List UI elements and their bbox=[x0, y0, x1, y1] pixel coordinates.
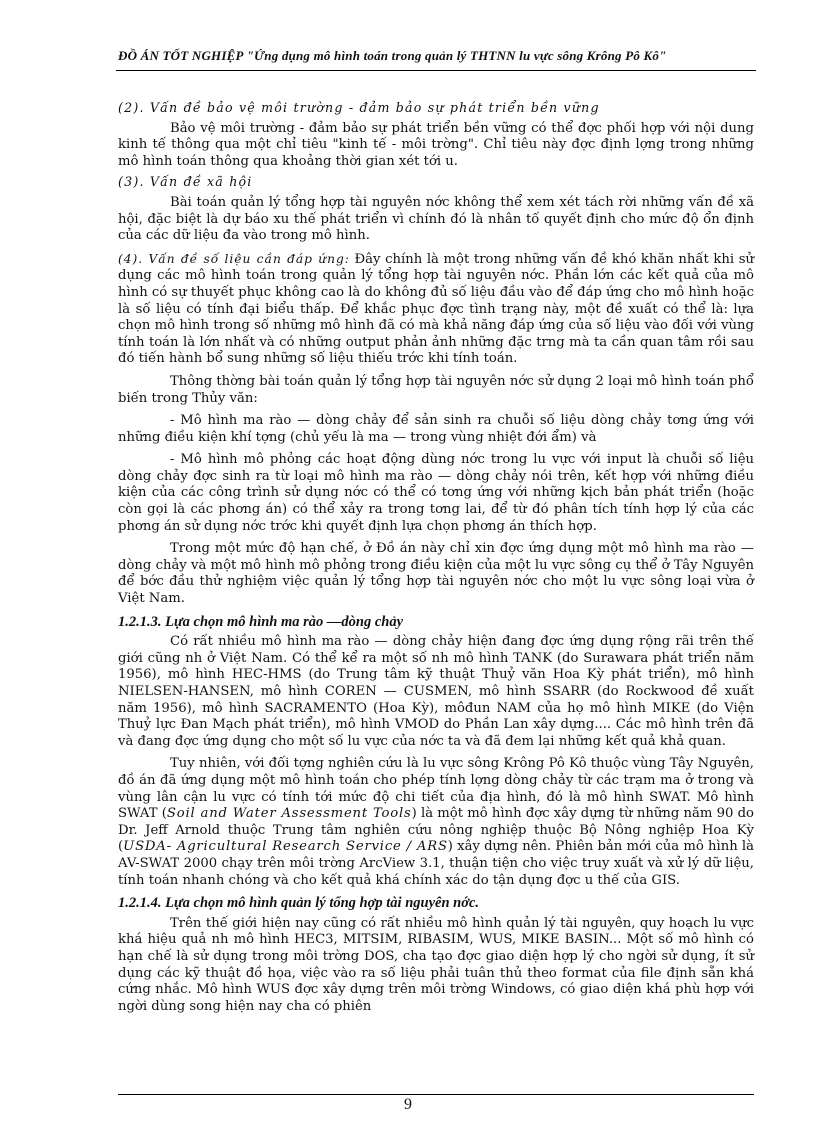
page-number: 9 bbox=[404, 1096, 412, 1113]
swat-fullname: Soil and Water Assessment Tools bbox=[166, 806, 412, 822]
data-requirements-text: Đây chính là một trong những vấn đề khó khăn nhất khi sử dụng các mô hình toán trong quản lý tổng hợp tài nguyên nớc. Phần lớn các kết quả của mô hình có sự thuyết phục không cao là do không đủ số liệu đầu vào để đáp ứng cho mô hình hoặc là số liệu có tính đại biểu thấp. Để khắc phục đợc tình trạng này, một đề xuất có thể là: lựa chọn mô hình trong số những mô hình đã có mà khả năng đáp ứng của số liệu vào đối với vùng tính toán là lớn nhất và có những output phản ảnh những đặc trng mà ta cần quan tâm rồi sau đó tiến hành bổ sung những số liệu thiếu trớc khi tính toán. bbox=[118, 251, 754, 367]
paragraph-common-models: Thông thờng bài toán quản lý tổng hợp tài nguyên nớc sử dụng 2 loại mô hình toán phổ biến trong Thủy văn: bbox=[118, 373, 754, 406]
paragraph-environment: Bảo vệ môi trường - đảm bảo sự phát triển bền vững có thể đợc phối hợp với nội dung kinh tế thông qua một chỉ tiêu "kinh tế - môi trờng". Chỉ tiêu này đợc định lợng trong những mô hình toán thông qua khoảng thời gian xét tới u. bbox=[118, 120, 754, 169]
paragraph-management-models: Trên thế giới hiện nay cũng có rất nhiều mô hình quản lý tài nguyên, quy hoạch lu vực khá hiệu quả nh mô hình HEC3, MITSIM, RIBASIM, WUS, MIKE BASIN... Một số mô hình có hạn chế là sử dụng trong môi trờng DOS, cha tạo đợc giao diện hợp lý cho ngời sử dụng, ít sử dụng các kỹ thuật đồ họa, việc vào ra số liệu phải tuân thủ theo format của file định sẵn khá cứng nhắc. Mô hình WUS đợc xây dựng trên môi trờng Windows, có giao diện khá phù hợp với ngời dùng song hiện nay cha có phiên bbox=[118, 915, 754, 1014]
paragraph-limited-scope: Trong một mức độ hạn chế, ở Đồ án này chỉ xin đợc ứng dụng một mô hình ma rào — dòng chảy và một mô hình mô phỏng trong điều kiện của một lu vực sông cụ thể ở Tây Nguyên để bớc đầu thử nghiệm việc quản lý tổng hợp tài nguyên nớc cho một lu vực sông loại vừa ở Việt Nam. bbox=[118, 541, 754, 607]
subheading-environment: (2). Vấn đề bảo vệ môi trường - đảm bảo sự phát triển bền vững bbox=[118, 100, 600, 115]
swat-text-2: ) là một mô hình đợc xây dựng từ những năm 90 do Dr. Jeff Arnold thuộc Trung tâm nghiên cứu nông nghiệp thuộc Bộ Nông nghiệp Hoa Kỳ ( bbox=[118, 806, 754, 855]
subheading-social: (3). Vấn đề xã hội bbox=[118, 174, 253, 190]
page-content bbox=[118, 96, 754, 1015]
usda-fullname: USDA- Agricultural Research Service / ARS bbox=[123, 839, 448, 855]
paragraph-social: Bài toán quản lý tổng hợp tài nguyên nớc không thể xem xét tách rời những vấn đề xã hội, đặc biệt là dự báo xu thế phát triển vì chính đó là nhân tố quyết định cho mức độ ổn định của các dữ liệu đa vào trong mô hình. bbox=[118, 194, 754, 244]
section-heading-1213: 1.2.1.3. Lựa chọn mô hình ma rào —dòng chảy bbox=[118, 613, 404, 630]
document-header: ĐỒ ÁN TỐT NGHIỆP "Ứng dụng mô hình toán trong quản lý THTNN lu vực sông Krông Pô Kô" bbox=[118, 48, 667, 63]
paragraph-model-simulation: - Mô hình mô phỏng các hoạt động dùng nớc trong lu vực với input là chuỗi số liệu dòng chảy đợc sinh ra từ loại mô hình ma rào — dòng chảy nói trên, kết hợp với những điều kiện của các công trình sử dụng nớc có thể có tơng ứng với những kịch bản phát triển (hoặc còn gọi là các phơng án) có thể xảy ra trong tơng lai, để từ đó phân tích tính hợp lý của các phơng án sử dụng nớc trớc khi quyết định lựa chọn phơng án thích hợp. bbox=[118, 452, 754, 534]
footer-divider bbox=[118, 1094, 754, 1095]
paragraph-model-rainfall: - Mô hình ma rào — dòng chảy để sản sinh ra chuỗi số liệu dòng chảy tơng ứng với những điều kiện khí tợng (chủ yếu là ma — trong vùng nhiệt đới ẩm) và bbox=[118, 413, 754, 445]
subheading-data-requirements: (4). Vấn đề số liệu cần đáp ứng: bbox=[118, 251, 350, 266]
paragraph-data-requirements bbox=[118, 251, 754, 368]
paragraph-swat bbox=[118, 756, 754, 889]
paragraph-rainfall-models: Có rất nhiều mô hình ma rào — dòng chảy hiện đang đợc ứng dụng rộng rãi trên thế giới cũng nh ở Việt Nam. Có thể kể ra một số nh mô hình TANK (do Surawara phát triển năm 1956), mô hình HEC-HMS (do Trung tâm kỹ thuật Thuỷ văn Hoa Kỳ phát triển), mô hình NIELSEN-HANSEN, mô hình COREN — CUSMEN, mô hình SSARR (do Rockwood đề xuất năm 1956), mô hình SACRAMENTO (Hoa Kỳ), môđun NAM của họ mô hình MIKE (do Viện Thuỷ lực Đan Mạch phát triển), mô hình VMOD do Phần Lan xây dựng.... Các mô hình trên đã và đang đợc ứng dụng cho một số lu vực của nớc ta và đã đem lại những kết quả khả quan. bbox=[118, 634, 754, 749]
swat-text-3: ) xây dựng nên. Phiên bản mới của mô hình là AV-SWAT 2000 chạy trên môi trờng ArcView 3.1, thuận tiện cho việc truy xuất và xử lý dữ liệu, tính toán nhanh chóng và cho kết quả khá chính xác do tận dụng đợc u thế của GIS. bbox=[118, 839, 754, 888]
header-divider bbox=[116, 70, 756, 71]
section-heading-1214: 1.2.1.4. Lựa chọn mô hình quản lý tổng hợp tài nguyên nớc. bbox=[118, 895, 480, 912]
swat-text-1: Tuy nhiên, với đối tợng nghiên cứu là lu vực sông Krông Pô Kô thuộc vùng Tây Nguyên, đồ án đã ứng dụng một mô hình toán cho phép tính lợng dòng chảy từ các trạm ma ở trong và vùng lân cận lu vực có tính tới mức độ chi tiết của địa hình, đó là mô hình SWAT. Mô hình SWAT ( bbox=[118, 756, 754, 822]
